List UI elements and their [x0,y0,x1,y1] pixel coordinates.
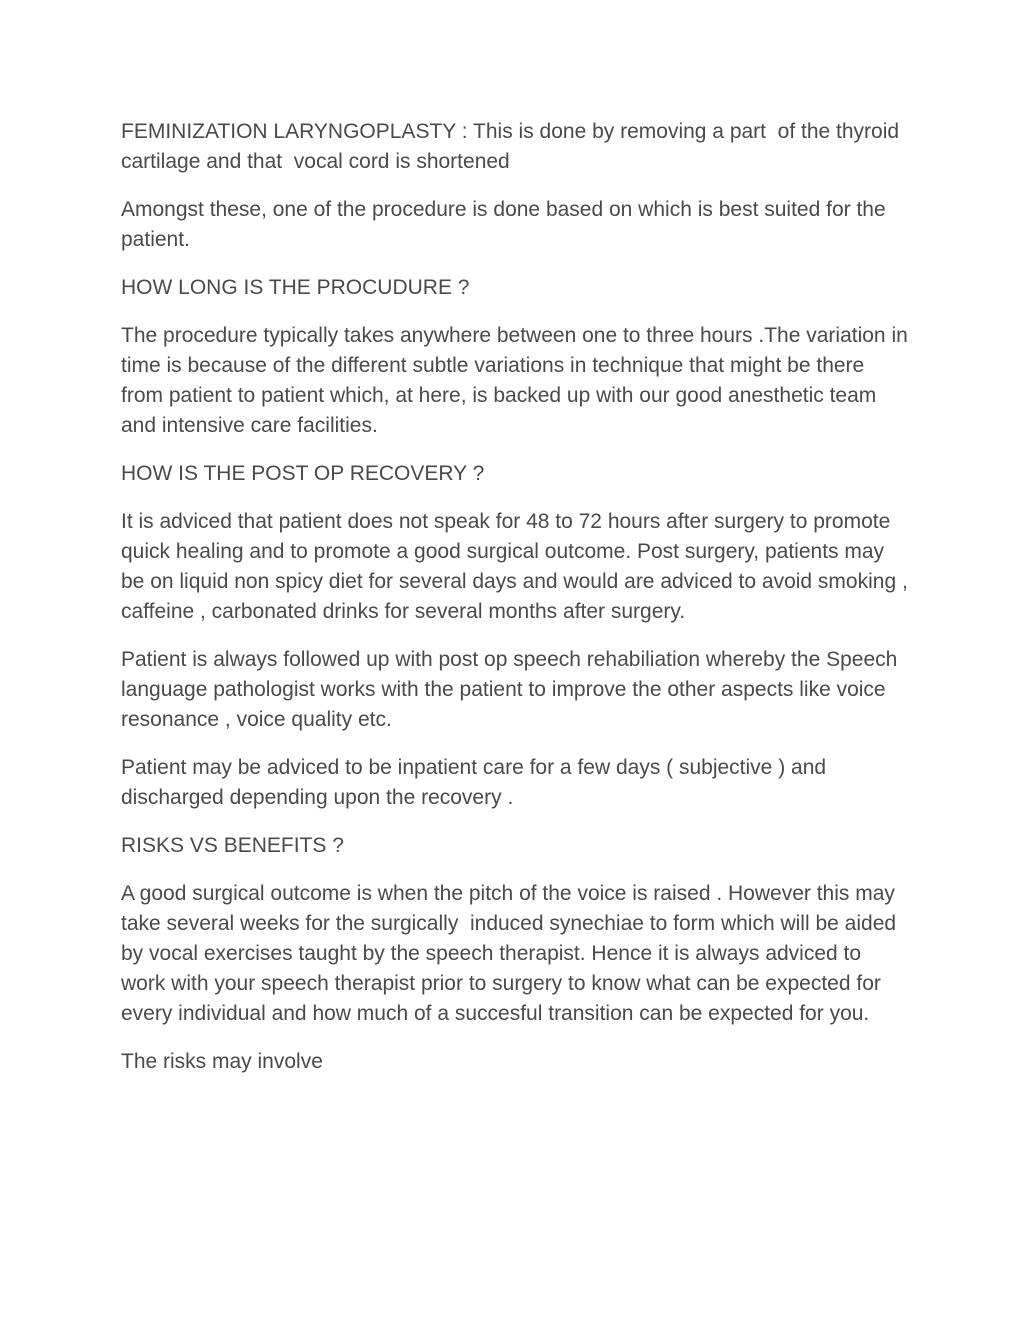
paragraph-procedure-choice: Amongst these, one of the procedure is done based on which is best suited for the patient. [121,198,892,251]
paragraph-surgical-outcome: A good surgical outcome is when the pitch of the voice is raised . However this may take several weeks for the surgically induced synechiae to form which will be aided by vocal exercises taught by the speech therapist. Hence it is always adviced to work with your speech therapist prior to surgery to know what can be expected for every individual and how much of a succesful transition can be expected for you. [121,882,902,1025]
paragraph-inpatient-care: Patient may be adviced to be inpatient care for a few days ( subjective ) and discharged depending upon the recovery . [121,756,832,809]
paragraph-risks-intro: The risks may involve [121,1050,323,1073]
heading-risks-vs-benefits: RISKS VS BENEFITS ? [121,834,344,857]
document-body [121,117,914,1095]
paragraph-speech-rehabilitation: Patient is always followed up with post op speech rehabiliation whereby the Speech language pathologist works with the patient to improve the other aspects like voice resonance , voice quality etc. [121,648,904,731]
paragraph-recovery-advice: It is adviced that patient does not speak for 48 to 72 hours after surgery to promote quick healing and to promote a good surgical outcome. Post surgery, patients may be on liquid non spicy diet for several days and would are adviced to avoid smoking , caffeine , carbonated drinks for several months after surgery. [121,510,914,623]
paragraph-procedure-duration: The procedure typically takes anywhere between one to three hours .The variation in time is because of the different subtle variations in technique that might be there from patient to patient which, at here, is backed up with our good anesthetic team and intensive care facilities. [121,324,914,437]
heading-post-op-recovery: HOW IS THE POST OP RECOVERY ? [121,462,485,485]
heading-how-long: HOW LONG IS THE PROCUDURE ? [121,276,470,299]
paragraph-feminization-laryngoplasty: FEMINIZATION LARYNGOPLASTY : This is done by removing a part of the thyroid cartilage and that vocal cord is shortened [121,120,905,173]
